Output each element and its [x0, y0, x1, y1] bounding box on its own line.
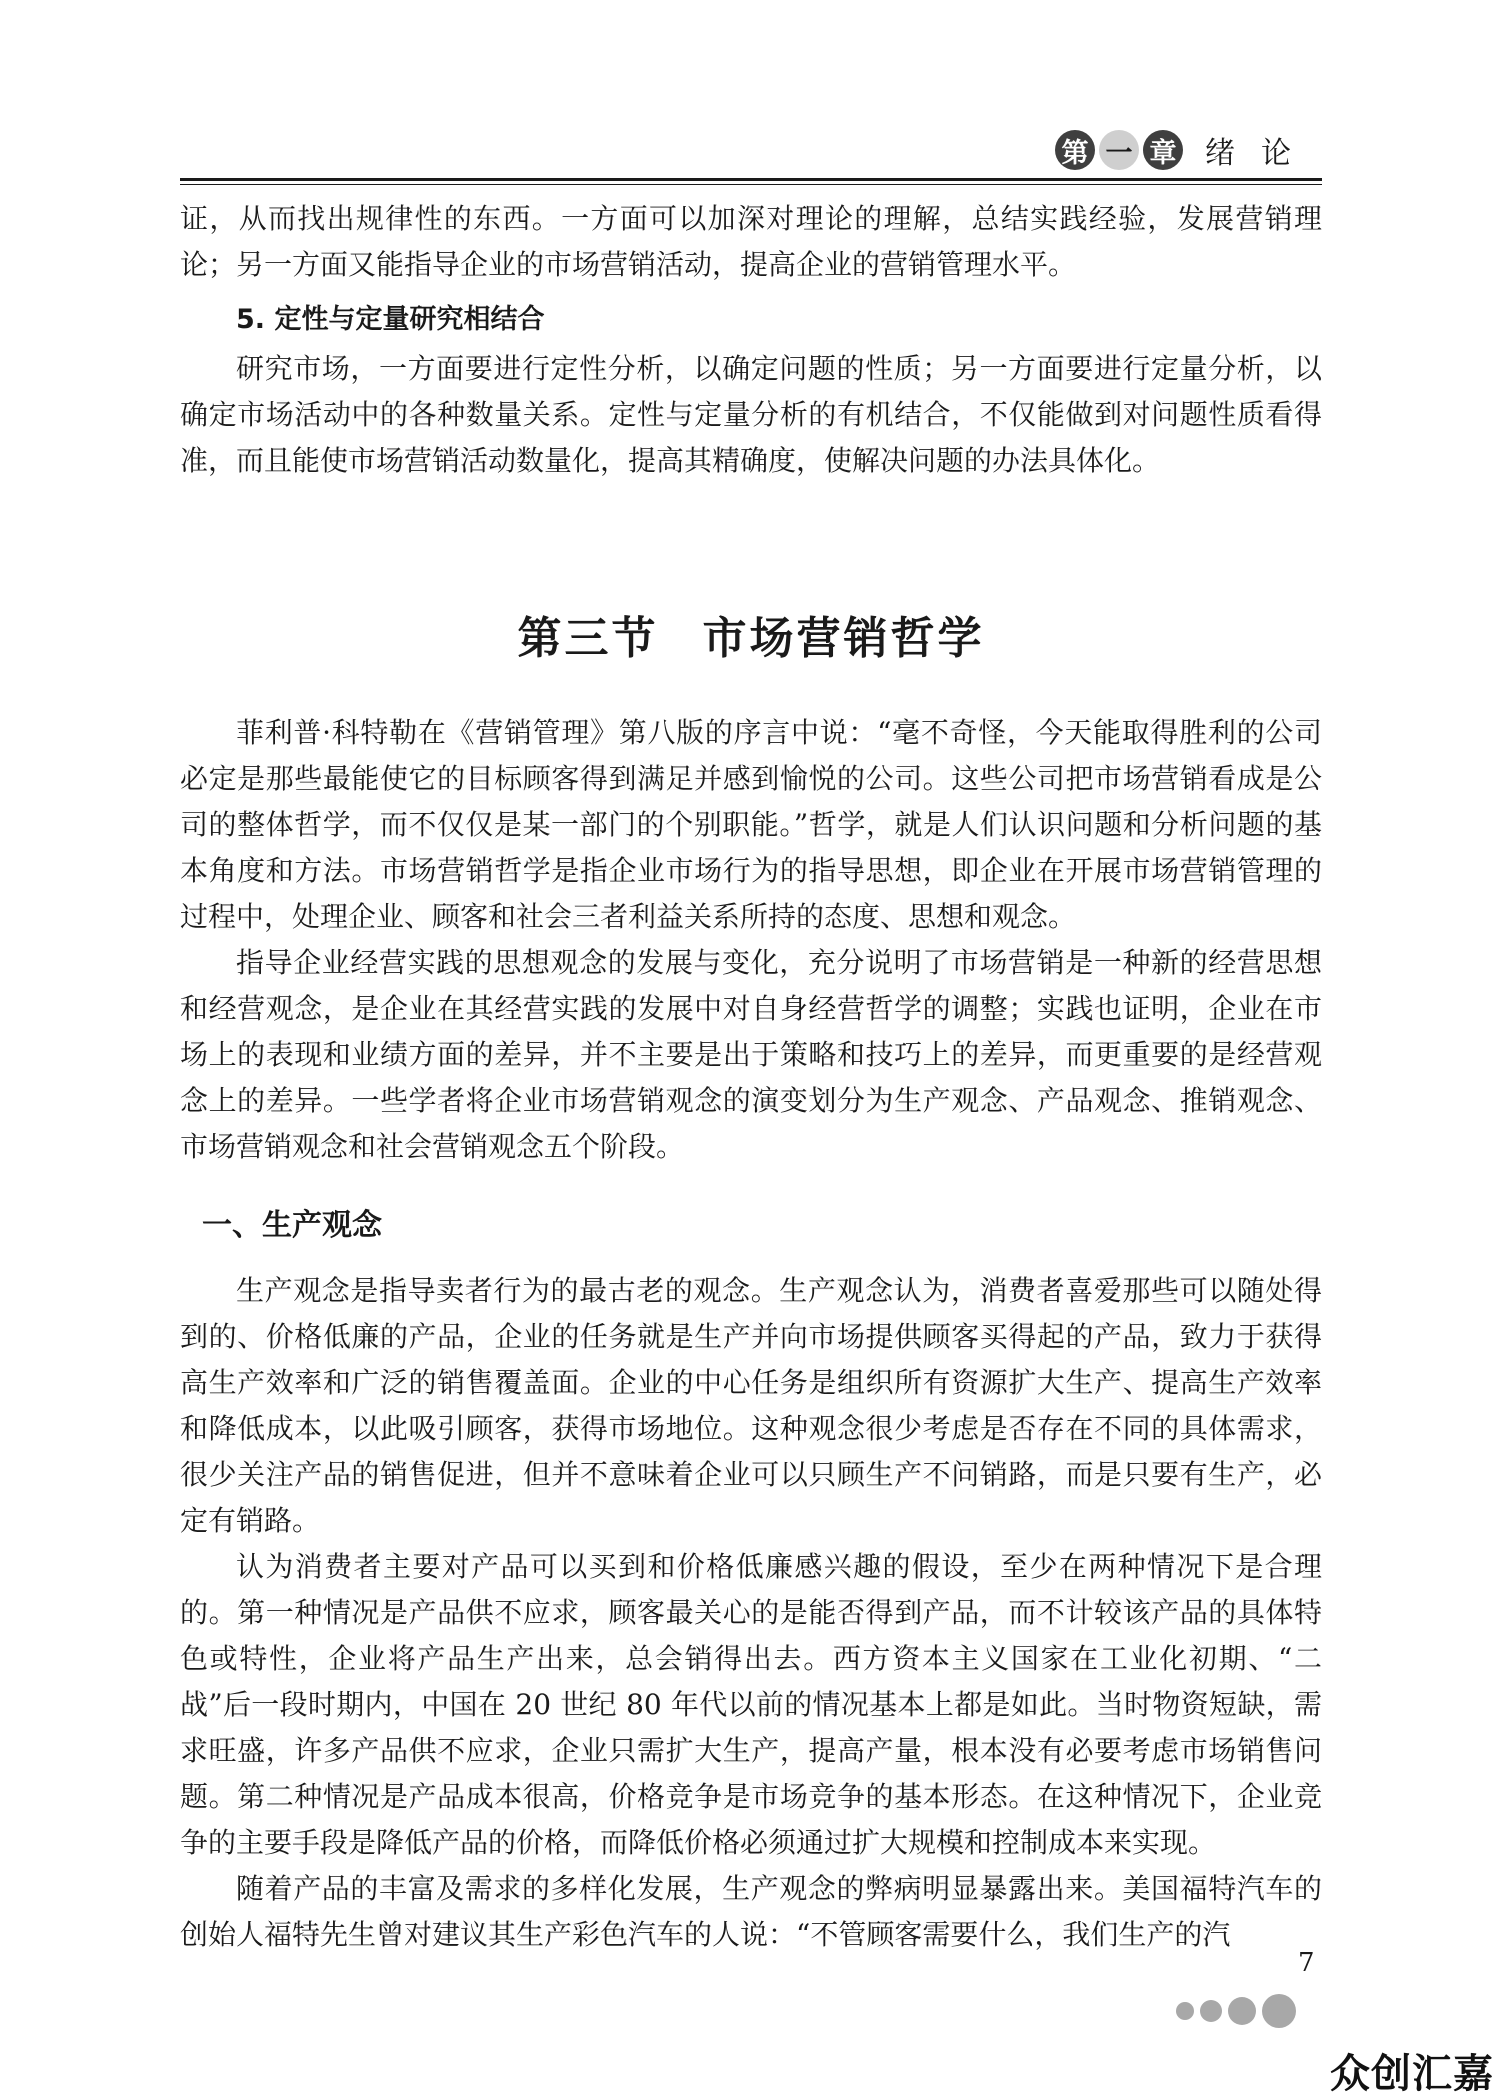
section-title: [180, 602, 1322, 666]
section-paragraph-2: 指导企业经营实践的思想观念的发展与变化，充分说明了市场营销是一种新的经营思想和经营观念，是企业在其经营实践的发展中对自身经营哲学的调整；实践也证明，企业在市场上的表现和业绩方面的差异，并不主要是出于策略和技巧上的差异，而更重要的是经营观念上的差异。一些学者将企业市场营销观念的演变划分为生产观念、产品观念、推销观念、市场营销观念和社会营销观念五个阶段。: [180, 946, 1322, 1163]
subsection-title: 一、生产观念: [202, 1208, 382, 1243]
page-number: 7: [1298, 1948, 1315, 1978]
intro-paragraph-1: 证，从而找出规律性的东西。一方面可以加深对理论的理解，总结实践经验，发展营销理论；另一方面又能指导企业的市场营销活动，提高企业的营销管理水平。: [180, 202, 1322, 281]
chapter-suffix-badge: 章: [1143, 130, 1183, 170]
dot-icon: [1176, 2002, 1194, 2020]
item-5-heading: 5. 定性与定量研究相结合: [236, 304, 545, 335]
section-paragraph-1: 菲利普·科特勒在《营销管理》第八版的序言中说：“毫不奇怪，今天能取得胜利的公司必定是那些最能使它的目标顾客得到满足并感到愉悦的公司。这些公司把市场营销看成是公司的整体哲学，而不仅仅是某一部门的个别职能。”哲学，就是人们认识问题和分析问题的基本角度和方法。市场营销哲学是指企业市场行为的指导思想，即企业在开展市场营销管理的过程中，处理企业、顾客和社会三者利益关系所持的态度、思想和观念。: [180, 716, 1322, 933]
page-body: [180, 196, 1322, 1958]
chapter-title: 绪论: [1205, 136, 1317, 171]
subsection-paragraph-2: 认为消费者主要对产品可以买到和价格低廉感兴趣的假设，至少在两种情况下是合理的。第一种情况是产品供不应求，顾客最关心的是能否得到产品，而不计较该产品的具体特色或特性，企业将产品生产出来，总会销得出去。西方资本主义国家在工业化初期、“二战”后一段时期内，中国在 20 世纪 80 年代以前的情况基本上都是如此。当时物资短缺，需求旺盛，许多产品供不应求，企业只需扩大生产，提高产量，根本没有必要考虑市场销售问题。第二种情况是产品成本很高，价格竞争是市场竞争的基本形态。在这种情况下，企业竞争的主要手段是降低产品的价格，而降低价格必须通过扩大规模和控制成本来实现。: [180, 1550, 1322, 1859]
chapter-header: [1055, 128, 1317, 172]
subsection-paragraph-3: 随着产品的丰富及需求的多样化发展，生产观念的弊病明显暴露出来。美国福特汽车的创始人福特先生曾对建议其生产彩色汽车的人说：“不管顾客需要什么，我们生产的汽: [180, 1872, 1322, 1951]
chapter-number-badge: 一: [1099, 130, 1139, 170]
dot-icon: [1262, 1994, 1296, 2028]
dot-icon: [1200, 2000, 1222, 2022]
dot-icon: [1228, 1997, 1256, 2025]
section-name: 市场营销哲学: [702, 613, 985, 664]
header-divider-thin: [180, 184, 1322, 185]
decorative-dots-icon: [1176, 1994, 1296, 2028]
section-number: 第三节: [517, 613, 659, 664]
header-divider: [180, 178, 1322, 181]
watermark: 众创汇嘉: [1330, 2051, 1494, 2097]
chapter-prefix-badge: 第: [1055, 130, 1095, 170]
subsection-paragraph-1: 生产观念是指导卖者行为的最古老的观念。生产观念认为，消费者喜爱那些可以随处得到的、价格低廉的产品，企业的任务就是生产并向市场提供顾客买得起的产品，致力于获得高生产效率和广泛的销售覆盖面。企业的中心任务是组织所有资源扩大生产、提高生产效率和降低成本，以此吸引顾客，获得市场地位。这种观念很少考虑是否存在不同的具体需求，很少关注产品的销售促进，但并不意味着企业可以只顾生产不问销路，而是只要有生产，必定有销路。: [180, 1274, 1322, 1537]
intro-paragraph-2: 研究市场，一方面要进行定性分析，以确定问题的性质；另一方面要进行定量分析，以确定市场活动中的各种数量关系。定性与定量分析的有机结合，不仅能做到对问题性质看得准，而且能使市场营销活动数量化，提高其精确度，使解决问题的办法具体化。: [180, 352, 1322, 477]
